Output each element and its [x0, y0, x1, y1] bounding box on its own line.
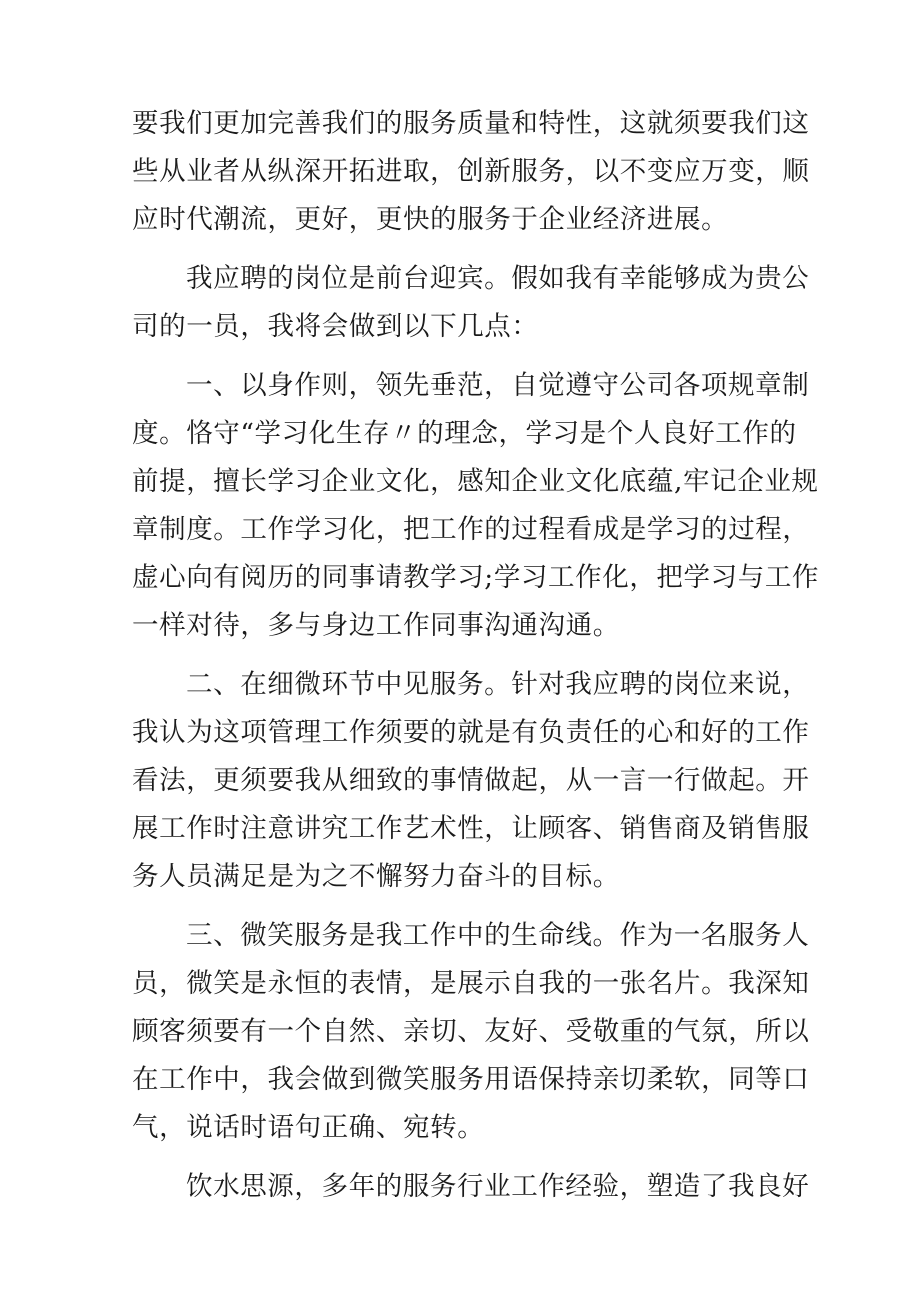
- paragraph: [132, 661, 810, 901]
- text-line: 展工作时注意讲究工作艺术性，让顾客、销售商及销售服: [132, 813, 810, 844]
- text-line: 要我们更加完善我们的服务质量和特性，这就须要我们这: [132, 108, 810, 139]
- paragraph: [132, 255, 810, 351]
- text-line: 三、微笑服务是我工作中的生命线。作为一名服务人: [186, 920, 810, 951]
- paragraph-spacer: [132, 244, 792, 255]
- paragraph: [132, 912, 810, 1152]
- text-line: 在工作中，我会做到微笑服务用语保持亲切柔软，同等口: [132, 1064, 810, 1095]
- paragraph: [132, 362, 820, 650]
- text-line: 顾客须要有一个自然、亲切、友好、受敬重的气氛，所以: [132, 1016, 810, 1047]
- text-line: 一样对待，多与身边工作同事沟通沟通。: [132, 610, 620, 641]
- document-body: [132, 100, 820, 1211]
- text-line: 些从业者从纵深开拓进取，创新服务，以不变应万变，顺: [132, 156, 810, 187]
- text-line: 务人员满足是为之不懈努力奋斗的目标。: [132, 861, 620, 892]
- text-line: 看法，更须要我从细致的事情做起，从一言一行做起。开: [132, 765, 810, 796]
- text-line: 应时代潮流，更好，更快的服务于企业经济进展。: [132, 204, 729, 235]
- paragraph-spacer: [132, 901, 792, 912]
- text-line: 我认为这项管理工作须要的就是有负责任的心和好的工作: [132, 717, 810, 748]
- text-line: 虚心向有阅历的同事请教学习;学习工作化，把学习与工作: [132, 562, 820, 593]
- text-line: 一、以身作则，领先垂范，自觉遵守公司各项规章制: [186, 370, 810, 401]
- text-line: 员，微笑是永恒的表情，是展示自我的一张名片。我深知: [132, 968, 810, 999]
- paragraph-spacer: [132, 650, 792, 661]
- text-line: 二、在细微环节中见服务。针对我应聘的岗位来说，: [186, 669, 810, 700]
- text-line: 前提，擅长学习企业文化，感知企业文化底蕴,牢记企业规: [132, 466, 819, 497]
- text-line: 司的一员，我将会做到以下几点：: [132, 311, 539, 342]
- paragraph: [132, 100, 810, 244]
- text-line: 章制度。工作学习化，把工作的过程看成是学习的过程，: [132, 514, 810, 545]
- paragraph-spacer: [132, 1152, 792, 1163]
- text-line: 饮水思源，多年的服务行业工作经验，塑造了我良好: [186, 1171, 810, 1202]
- text-line: 气，说话时语句正确、宛转。: [132, 1112, 485, 1143]
- text-line: 度。恪守“学习化生存〃的理念，学习是个人良好工作的: [132, 418, 797, 449]
- paragraph-spacer: [132, 351, 792, 362]
- paragraph: [132, 1163, 810, 1211]
- text-line: 我应聘的岗位是前台迎宾。假如我有幸能够成为贵公: [186, 263, 810, 294]
